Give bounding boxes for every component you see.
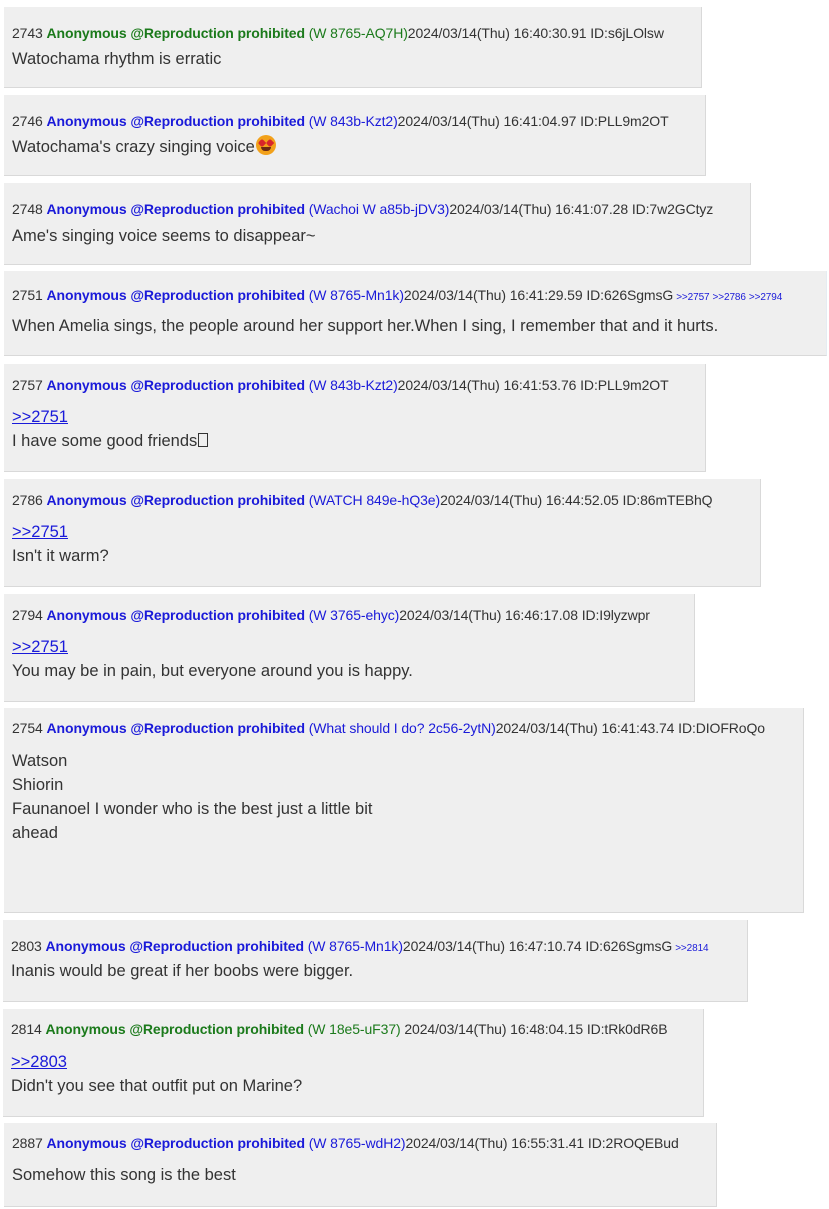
poster-id[interactable]: ID:PLL9m2OT — [580, 113, 669, 129]
poster-email[interactable]: @Reproduction prohibited — [130, 377, 305, 393]
post-text-line: When Amelia sings, the people around her support her.When I sing, I remember that and it hurts. — [12, 317, 719, 335]
poster-trip: (W 843b-Kzt2) — [308, 377, 398, 393]
poster-id[interactable]: ID:626SgmsG — [585, 938, 673, 954]
post-text-line: Watson — [12, 752, 68, 770]
poster-email[interactable]: @Reproduction prohibited — [129, 1021, 304, 1037]
post-text-line: You may be in pain, but everyone around you is happy. — [12, 662, 413, 680]
poster-name: Anonymous — [46, 201, 127, 217]
post-number[interactable]: 2743 — [12, 25, 43, 41]
post — [4, 183, 751, 265]
post-header — [12, 1135, 679, 1151]
quote-link[interactable]: >>2751 — [12, 638, 68, 656]
reply-link[interactable]: >>2814 — [675, 943, 709, 954]
post — [4, 479, 761, 587]
poster-name: Anonymous — [46, 113, 127, 129]
post-body — [12, 749, 372, 845]
post-body — [12, 224, 316, 248]
post-header — [12, 25, 664, 41]
poster-email[interactable]: @Reproduction prohibited — [130, 113, 305, 129]
poster-id[interactable]: ID:tRk0dR6B — [586, 1021, 668, 1037]
reply-link[interactable]: >>2794 — [748, 292, 783, 303]
poster-name: Anonymous — [46, 492, 127, 508]
poster-name: Anonymous — [46, 377, 127, 393]
post-header — [12, 287, 782, 303]
poster-name: Anonymous — [46, 287, 127, 303]
post-number[interactable]: 2754 — [12, 720, 43, 736]
post-header — [11, 938, 709, 954]
post-text-line: Somehow this song is the best — [12, 1166, 236, 1184]
post-body — [12, 405, 208, 453]
poster-email[interactable]: @Reproduction prohibited — [130, 25, 305, 41]
post — [4, 364, 706, 472]
post — [4, 708, 804, 913]
quote-link[interactable]: >>2751 — [12, 408, 68, 426]
post-number[interactable]: 2748 — [12, 201, 43, 217]
reply-link[interactable]: >>2786 — [712, 292, 746, 303]
post-body — [12, 1163, 236, 1187]
poster-trip: (W 8765-AQ7H) — [308, 25, 408, 41]
post-text-line: Watochama rhythm is erratic — [12, 50, 222, 68]
heart-eyes-emoji-icon — [256, 135, 276, 155]
post — [3, 1009, 704, 1117]
post-datetime: 2024/03/14(Thu) 16:48:04.15 — [404, 1021, 584, 1037]
poster-email[interactable]: @Reproduction prohibited — [130, 287, 305, 303]
post-header — [12, 377, 669, 393]
poster-name: Anonymous — [46, 607, 127, 623]
post-number[interactable]: 2794 — [12, 607, 43, 623]
poster-name: Anonymous — [45, 938, 126, 954]
poster-id[interactable]: ID:2ROQEBud — [587, 1135, 679, 1151]
poster-name: Anonymous — [45, 1021, 126, 1037]
post-body — [12, 135, 276, 159]
poster-id[interactable]: ID:86mTEBhQ — [622, 492, 713, 508]
post-number[interactable]: 2786 — [12, 492, 43, 508]
post-number[interactable]: 2887 — [12, 1135, 43, 1151]
poster-trip: (Wachoi W a85b-jDV3) — [308, 201, 450, 217]
missing-glyph-icon — [198, 433, 208, 447]
post-body — [12, 47, 221, 71]
post-datetime: 2024/03/14(Thu) 16:47:10.74 — [402, 938, 582, 954]
poster-trip: (W 843b-Kzt2) — [308, 113, 398, 129]
poster-trip: (W 18e5-uF37) — [307, 1021, 401, 1037]
post-body — [12, 635, 413, 683]
post-number[interactable]: 2803 — [11, 938, 42, 954]
post-datetime: 2024/03/14(Thu) 16:44:52.05 — [440, 492, 619, 508]
post-text-line: Ame's singing voice seems to disappear~ — [12, 227, 316, 245]
poster-name: Anonymous — [46, 720, 127, 736]
post-datetime: 2024/03/14(Thu) 16:41:29.59 — [403, 287, 583, 303]
post-text-line: Didn't you see that outfit put on Marine? — [11, 1077, 303, 1095]
post-text-line: Isn't it warm? — [12, 547, 109, 565]
post-number[interactable]: 2751 — [12, 287, 43, 303]
post-number[interactable]: 2746 — [12, 113, 43, 129]
poster-email[interactable]: @Reproduction prohibited — [130, 607, 305, 623]
poster-trip: (WATCH 849e-hQ3e) — [308, 492, 441, 508]
post-header — [12, 113, 669, 129]
post — [4, 271, 827, 356]
post — [4, 7, 702, 88]
post-text-line: Inanis would be great if her boobs were bigger. — [11, 962, 354, 980]
post — [3, 920, 748, 1002]
post-body — [11, 1050, 302, 1098]
poster-id[interactable]: ID:s6jLOlsw — [590, 25, 664, 41]
post-datetime: 2024/03/14(Thu) 16:40:30.91 — [407, 25, 587, 41]
poster-email[interactable]: @Reproduction prohibited — [129, 938, 304, 954]
post-body — [11, 959, 353, 983]
quote-link[interactable]: >>2751 — [12, 523, 68, 541]
post-text-line: Watochama's crazy singing voice — [12, 138, 255, 156]
poster-name: Anonymous — [46, 1135, 127, 1151]
poster-email[interactable]: @Reproduction prohibited — [130, 720, 305, 736]
poster-id[interactable]: ID:DIOFRoQo — [678, 720, 765, 736]
post-number[interactable]: 2814 — [11, 1021, 42, 1037]
post-datetime: 2024/03/14(Thu) 16:41:53.76 — [397, 377, 577, 393]
poster-trip: (W 3765-ehyc) — [308, 607, 400, 623]
quote-link[interactable]: >>2803 — [11, 1053, 67, 1071]
poster-id[interactable]: ID:PLL9m2OT — [580, 377, 669, 393]
post-text-line: Faunanoel I wonder who is the best just a little bit — [12, 800, 373, 818]
post — [4, 1123, 717, 1207]
post-number[interactable]: 2757 — [12, 377, 43, 393]
poster-email[interactable]: @Reproduction prohibited — [130, 1135, 305, 1151]
poster-id[interactable]: ID:I9lyzwpr — [581, 607, 650, 623]
post-datetime: 2024/03/14(Thu) 16:55:31.41 — [405, 1135, 585, 1151]
post-datetime: 2024/03/14(Thu) 16:41:07.28 — [449, 201, 629, 217]
post-datetime: 2024/03/14(Thu) 16:41:04.97 — [397, 113, 577, 129]
poster-email[interactable]: @Reproduction prohibited — [130, 201, 305, 217]
reply-link[interactable]: >>2757 — [676, 292, 710, 303]
post-text-line: I have some good friends — [12, 432, 198, 450]
post-datetime: 2024/03/14(Thu) 16:46:17.08 — [399, 607, 578, 623]
poster-id[interactable]: ID:7w2GCtyz — [631, 201, 714, 217]
post — [4, 95, 706, 176]
post-header — [12, 720, 765, 736]
poster-trip: (W 8765-Mn1k) — [307, 938, 403, 954]
post — [4, 594, 695, 702]
poster-trip: (W 8765-wdH2) — [308, 1135, 406, 1151]
post-header — [11, 1021, 667, 1037]
post-text-line: ahead — [12, 824, 58, 842]
post-header — [12, 201, 713, 217]
post-header — [12, 607, 650, 623]
poster-name: Anonymous — [46, 25, 127, 41]
poster-trip: (W 8765-Mn1k) — [308, 287, 404, 303]
poster-trip: (What should I do? 2c56-2ytN) — [308, 720, 496, 736]
post-body — [12, 520, 109, 568]
post-body — [12, 314, 718, 338]
post-text-line: Shiorin — [12, 776, 64, 794]
poster-email[interactable]: @Reproduction prohibited — [130, 492, 305, 508]
post-datetime: 2024/03/14(Thu) 16:41:43.74 — [495, 720, 675, 736]
poster-id[interactable]: ID:626SgmsG — [586, 287, 674, 303]
post-header — [12, 492, 712, 508]
